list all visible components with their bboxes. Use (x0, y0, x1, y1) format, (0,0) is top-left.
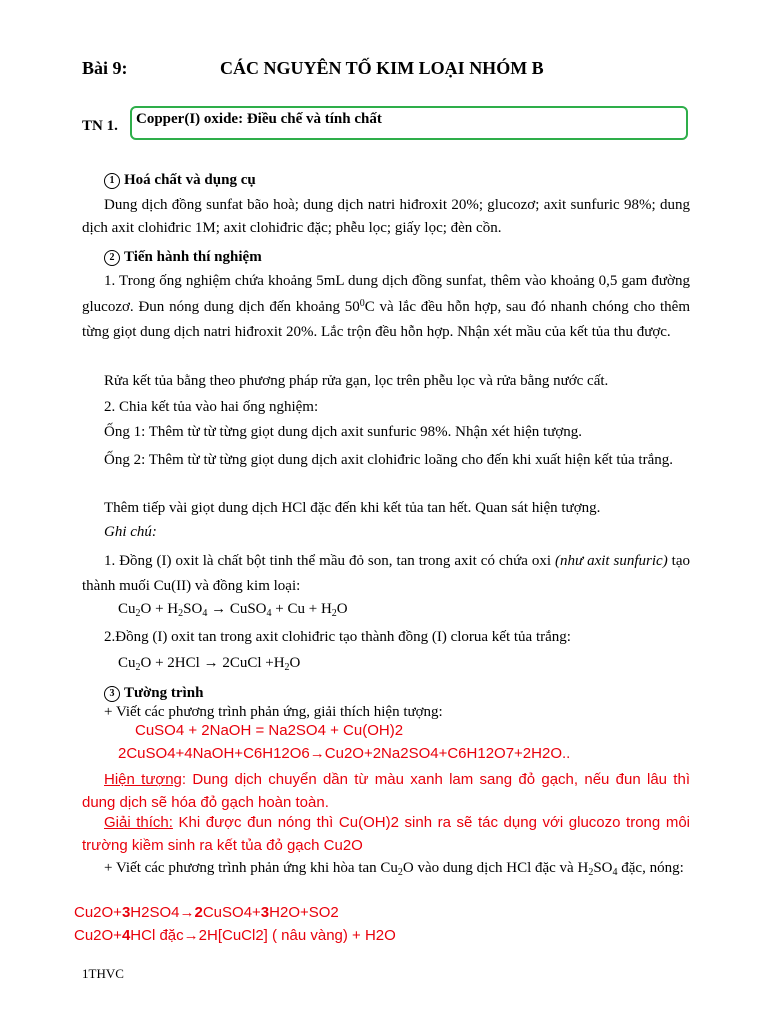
note-label: Ghi chú: (104, 524, 157, 540)
section2-heading: 2 Tiến hành thí nghiệm (104, 248, 262, 266)
answer-equation-1: CuSO4 + 2NaOH = Na2SO4 + Cu(OH)2 (135, 722, 404, 739)
explanation-answer: Giải thích: Khi được đun nóng thì Cu(OH)2 sinh ra sẽ tác dụng với glucozo trong môi trường kiềm sinh ra kết tủa đỏ gạch Cu2O (82, 814, 690, 854)
equation-cu2o-h2so4: $Cu_2O + H_2SO_4$ → CuSO$_4$ + $Cu + H_2O$ (118, 601, 348, 619)
page-title: CÁC NGUYÊN TỐ KIM LOẠI NHÓM B (220, 58, 544, 78)
step1-paragraph: 1. Trong ống nghiệm chứa khoảng 5mL dung dịch đồng sunfat, thêm vào khoảng 0,5 gam đường glucozơ. Đun nóng dung dịch đến khoảng $50^0C$ và lắc đều hỗn hợp, sau đó nhanh chóng cho thêm từng giọt dung dịch natri hiđroxit 20%. Lắc trộn đều hỗn hợp. Nhận xét mầu của kết tủa thu được. (82, 273, 691, 340)
tube2-paragraph: Ống 2: Thêm từ từ từng giọt dung dịch axit clohiđric loãng cho đến khi xuất hiện kết tủa trắng. (104, 452, 674, 468)
report-question-1: + Viết các phương trình phản ứng, giải thích hiện tượng: (104, 704, 443, 720)
section3-heading: 3 Tường trình (104, 684, 203, 702)
page-footer: 1THVC (82, 966, 124, 981)
section1-text: Dung dịch đồng sunfat bão hoà; dung dịch natri hiđroxit 20%; glucozơ; axit sunfuric 98%; dung dịch axit clohiđric 1M; axit clohiđric đặc; phễu lọc; giấy lọc; đèn cồn. (82, 197, 690, 236)
lesson-number: Bài 9: (82, 58, 128, 78)
section1-heading: 1 Hoá chất và dụng cụ (104, 171, 256, 189)
wash-paragraph: Rửa kết tủa bằng theo phương pháp rửa gạn, lọc trên phễu lọc và rửa bằng nước cất. (104, 373, 609, 389)
circled-number-icon: 2 (104, 250, 120, 266)
circled-number-icon: 1 (104, 173, 120, 189)
step2-paragraph: 2. Chia kết tủa vào hai ống nghiệm: (104, 399, 319, 415)
phenomenon-answer: Hiện tượng: Dung dịch chuyển dần từ màu xanh lam sang đỏ gạch, nếu đun lâu thì dung dịch sẽ hóa đỏ gạch hoàn toàn. (82, 771, 690, 811)
circled-number-icon: 3 (104, 686, 120, 702)
answer-h2so4-equation: Cu2O+3H2SO4→2CuSO4+3H2O+SO2 (74, 904, 339, 921)
answer-equation-2: 2CuSO4+4NaOH+C6H12O6→Cu2O+2Na2SO4+C6H12O7+2H2O.. (118, 745, 571, 762)
answer-hcl-equation: Cu2O+4HCl đặc→2H[CuCl2] ( nâu vàng) + H2O (74, 927, 396, 944)
report-question-2: + Viết các phương trình phản ứng khi hòa $\tan Cu_2O$ vào dung dịch HCl đặc và $H_2SO_4$ đặc, nóng: (104, 860, 684, 878)
experiment-title: Copper(I) oxide: Điều chế và tính chất (136, 111, 382, 127)
note1-paragraph: 1. Đồng (I) oxit là chất bột tinh thể mầu đỏ son, tan trong axit có chứa oxi (như axit sunfuric) tạo thành muối Cu(II) và đồng kim loại: (82, 553, 690, 594)
experiment-label: TN 1. (82, 118, 118, 134)
note2-paragraph: 2.Đồng (I) oxit tan trong axit clohiđric tạo thành đồng (I) clorua kết tủa trắng: (104, 629, 571, 645)
more-paragraph: Thêm tiếp vài giọt dung dịch HCl đặc đến khi kết tủa tan hết. Quan sát hiện tượng. (104, 500, 601, 516)
tube1-paragraph: Ống 1: Thêm từ từ từng giọt dung dịch axit sunfuric 98%. Nhận xét hiện tượng. (104, 424, 583, 440)
equation-cu2o-hcl: $Cu_2O + 2HCl$ → 2CuCl $+H_2O$ (118, 655, 301, 673)
